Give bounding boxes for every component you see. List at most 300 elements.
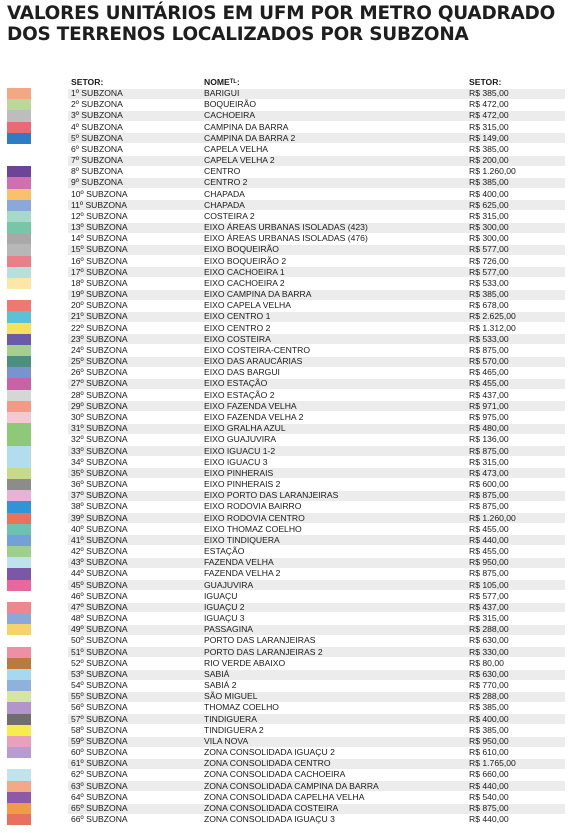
table-row <box>0 814 572 825</box>
table-row <box>0 300 572 311</box>
valor-cell: R$ 678,00 <box>469 300 509 311</box>
table-row <box>0 714 572 725</box>
table-row <box>0 758 572 769</box>
nome-cell: EIXO TINDIQUERA <box>204 534 280 545</box>
nome-cell: IGUAÇU 2 <box>204 601 245 612</box>
valor-cell: R$ 971,00 <box>469 400 509 411</box>
nome-cell: CENTRO <box>204 166 241 177</box>
setor-cell: 63º SUBZONA <box>71 780 128 791</box>
color-swatch <box>7 613 31 624</box>
valor-cell: R$ 385,00 <box>469 177 509 188</box>
table-row <box>0 233 572 244</box>
color-swatch <box>7 434 31 445</box>
table-row <box>0 278 572 289</box>
color-swatch <box>7 747 31 758</box>
valor-cell: R$ 875,00 <box>469 344 509 355</box>
table-row <box>0 122 572 133</box>
color-swatch <box>7 334 31 345</box>
setor-cell: 9º SUBZONA <box>71 177 123 188</box>
table-row <box>0 423 572 434</box>
valor-cell: R$ 660,00 <box>469 769 509 780</box>
table-row <box>0 803 572 814</box>
page-title <box>7 3 567 45</box>
color-swatch <box>7 356 31 367</box>
valor-cell: R$ 315,00 <box>469 456 509 467</box>
nome-cell: ZONA CONSOLIDADA CAPELHA VELHA <box>204 791 365 802</box>
valor-cell: R$ 577,00 <box>469 266 509 277</box>
table-row <box>0 446 572 457</box>
setor-cell: 66º SUBZONA <box>71 814 128 825</box>
color-swatch <box>7 758 31 769</box>
color-swatch <box>7 490 31 501</box>
setor-cell: 65º SUBZONA <box>71 803 128 813</box>
setor-cell: 57º SUBZONA <box>71 713 128 724</box>
setor-cell: 28º SUBZONA <box>71 389 128 400</box>
setor-cell: 42º SUBZONA <box>71 546 128 557</box>
setor-cell: 27º SUBZONA <box>71 378 128 389</box>
table-row <box>0 267 572 278</box>
nome-cell: TINDIGUERA <box>204 713 257 724</box>
color-swatch <box>7 591 31 602</box>
table-row <box>0 390 572 401</box>
setor-cell: 14º SUBZONA <box>71 233 128 244</box>
color-swatch <box>7 412 31 423</box>
valor-cell: R$ 1.765,00 <box>469 758 516 769</box>
valor-cell: R$ 473,00 <box>469 467 509 478</box>
table-row <box>0 378 572 389</box>
color-swatch <box>7 658 31 669</box>
valor-cell: R$ 437,00 <box>469 601 509 612</box>
color-swatch <box>7 289 31 300</box>
valor-cell: R$ 315,00 <box>469 121 509 132</box>
setor-cell: 18º SUBZONA <box>71 277 128 288</box>
table-row <box>0 244 572 255</box>
valor-cell: R$ 455,00 <box>469 523 509 534</box>
valor-cell: R$ 577,00 <box>469 244 509 255</box>
valor-cell: R$ 2.625,00 <box>469 311 516 322</box>
table-row <box>0 133 572 144</box>
color-swatch <box>7 446 31 457</box>
color-swatch <box>7 535 31 546</box>
color-swatch <box>7 311 31 322</box>
valor-cell: R$ 455,00 <box>469 378 509 389</box>
setor-cell: 55º SUBZONA <box>71 691 128 702</box>
valor-cell: R$ 950,00 <box>469 735 509 746</box>
table-row <box>0 356 572 367</box>
valor-cell: R$ 288,00 <box>469 691 509 702</box>
valor-cell: R$ 315,00 <box>469 613 509 624</box>
table-row <box>0 647 572 658</box>
valor-cell: R$ 625,00 <box>469 199 509 210</box>
color-swatch <box>7 345 31 356</box>
setor-cell: 61º SUBZONA <box>71 758 128 769</box>
setor-cell: 34º SUBZONA <box>71 456 128 467</box>
nome-cell: EIXO CENTRO 2 <box>204 322 271 333</box>
setor-cell: 15º SUBZONA <box>71 244 128 255</box>
color-swatch <box>7 725 31 736</box>
setor-cell: 6º SUBZONA <box>71 143 123 154</box>
table-row <box>0 189 572 200</box>
nome-cell: CENTRO 2 <box>204 177 248 188</box>
setor-cell: 37º SUBZONA <box>71 490 128 501</box>
setor-cell: 62º SUBZONA <box>71 769 128 780</box>
color-swatch <box>7 267 31 278</box>
setor-cell: 29º SUBZONA <box>71 400 128 411</box>
table-row <box>0 546 572 557</box>
table-row <box>0 691 572 702</box>
nome-cell: CAPELA VELHA 2 <box>204 155 275 166</box>
table-row <box>0 468 572 479</box>
nome-cell: EIXO COSTEIRA-CENTRO <box>204 344 310 355</box>
setor-cell: 40º SUBZONA <box>71 523 128 534</box>
setor-cell: 19º SUBZONA <box>71 289 128 300</box>
color-swatch <box>7 781 31 792</box>
header-nome: NOMEᵀᴸ: <box>204 77 240 87</box>
table-row <box>0 256 572 267</box>
color-swatch <box>7 423 31 434</box>
table-row <box>0 457 572 468</box>
table-row <box>0 177 572 188</box>
table-row <box>0 155 572 166</box>
valor-cell: R$ 472,00 <box>469 99 509 110</box>
color-swatch <box>7 88 31 99</box>
valor-cell: R$ 455,00 <box>469 546 509 557</box>
table-row <box>0 725 572 736</box>
color-swatch <box>7 624 31 635</box>
table-row <box>0 401 572 412</box>
nome-cell: EIXO PINHERAIS 2 <box>204 479 281 490</box>
setor-cell: 60º SUBZONA <box>71 747 128 758</box>
valor-cell: R$ 105,00 <box>469 579 509 590</box>
table-row <box>0 434 572 445</box>
nome-cell: EIXO CACHOEIRA 2 <box>204 277 285 288</box>
nome-cell: SABIÁ 2 <box>204 680 237 691</box>
nome-cell: EIXO DAS ARAUCÁRIAS <box>204 356 303 367</box>
setor-cell: 47º SUBZONA <box>71 601 128 612</box>
color-swatch <box>7 501 31 512</box>
table-row <box>0 580 572 591</box>
setor-cell: 20º SUBZONA <box>71 300 128 311</box>
setor-cell: 54º SUBZONA <box>71 680 128 691</box>
nome-cell: ZONA CONSOLIDADA IGUAÇU 3 <box>204 814 335 825</box>
nome-cell: EIXO CAMPINA DA BARRA <box>204 289 312 300</box>
setor-cell: 64º SUBZONA <box>71 791 128 802</box>
color-swatch <box>7 680 31 691</box>
color-swatch <box>7 144 31 155</box>
title-line-2: DOS TERRENOS LOCALIZADOS POR SUBZONA <box>7 24 469 45</box>
nome-cell: BARIGUI <box>204 88 240 98</box>
nome-cell: EIXO FAZENDA VELHA <box>204 400 297 411</box>
valor-cell: R$ 440,00 <box>469 780 509 791</box>
valor-cell: R$ 600,00 <box>469 479 509 490</box>
setor-cell: 52º SUBZONA <box>71 657 128 668</box>
nome-cell: SÃO MIGUEL <box>204 691 258 702</box>
nome-cell: EIXO IGUACU 1-2 <box>204 445 276 456</box>
setor-cell: 51º SUBZONA <box>71 646 128 657</box>
valor-cell: R$ 136,00 <box>469 434 509 445</box>
color-swatch <box>7 792 31 803</box>
valor-cell: R$ 440,00 <box>469 534 509 545</box>
color-swatch <box>7 110 31 121</box>
setor-cell: 31º SUBZONA <box>71 423 128 434</box>
color-swatch <box>7 557 31 568</box>
table-row <box>0 99 572 110</box>
table-row <box>0 736 572 747</box>
setor-cell: 44º SUBZONA <box>71 568 128 579</box>
color-swatch <box>7 222 31 233</box>
valor-cell: R$ 875,00 <box>469 803 509 813</box>
subzone-table <box>0 88 572 825</box>
table-row <box>0 781 572 792</box>
setor-cell: 48º SUBZONA <box>71 613 128 624</box>
setor-cell: 49º SUBZONA <box>71 624 128 635</box>
color-swatch <box>7 457 31 468</box>
valor-cell: R$ 330,00 <box>469 646 509 657</box>
table-row <box>0 479 572 490</box>
nome-cell: EIXO RODOVIA CENTRO <box>204 512 305 523</box>
valor-cell: R$ 440,00 <box>469 814 509 825</box>
nome-cell: EIXO BOQUEIRÃO 2 <box>204 255 287 266</box>
setor-cell: 38º SUBZONA <box>71 501 128 512</box>
table-row <box>0 311 572 322</box>
header-valor: SETOR: <box>469 77 502 87</box>
table-row <box>0 602 572 613</box>
table-row <box>0 669 572 680</box>
color-swatch <box>7 513 31 524</box>
color-swatch <box>7 323 31 334</box>
nome-cell: EIXO ÁREAS URBANAS ISOLADAS (423) <box>204 222 368 233</box>
nome-cell: EIXO GRALHA AZUL <box>204 423 286 434</box>
color-swatch <box>7 669 31 680</box>
color-swatch <box>7 568 31 579</box>
valor-cell: R$ 1.260,00 <box>469 512 516 523</box>
color-swatch <box>7 580 31 591</box>
valor-cell: R$ 149,00 <box>469 132 509 143</box>
color-swatch <box>7 647 31 658</box>
nome-cell: EIXO CAPELA VELHA <box>204 300 291 311</box>
table-row <box>0 658 572 669</box>
nome-cell: EIXO ÁREAS URBANAS ISOLADAS (476) <box>204 233 368 244</box>
color-swatch <box>7 200 31 211</box>
color-swatch <box>7 189 31 200</box>
nome-cell: FAZENDA VELHA 2 <box>204 568 281 579</box>
setor-cell: 41º SUBZONA <box>71 534 128 545</box>
valor-cell: R$ 385,00 <box>469 88 509 98</box>
table-row <box>0 412 572 423</box>
color-swatch <box>7 233 31 244</box>
table-row <box>0 624 572 635</box>
valor-cell: R$ 950,00 <box>469 557 509 568</box>
table-row <box>0 110 572 121</box>
color-swatch <box>7 211 31 222</box>
valor-cell: R$ 630,00 <box>469 668 509 679</box>
color-swatch <box>7 244 31 255</box>
valor-cell: R$ 300,00 <box>469 222 509 233</box>
valor-cell: R$ 385,00 <box>469 724 509 735</box>
setor-cell: 4º SUBZONA <box>71 121 123 132</box>
nome-cell: ZONA CONSOLIDADA CAMPINA DA BARRA <box>204 780 379 791</box>
table-row <box>0 501 572 512</box>
setor-cell: 11º SUBZONA <box>71 199 127 210</box>
nome-cell: EIXO GUAJUVIRA <box>204 434 277 445</box>
nome-cell: CAMPINA DA BARRA 2 <box>204 132 296 143</box>
setor-cell: 59º SUBZONA <box>71 735 128 746</box>
color-swatch <box>7 278 31 289</box>
nome-cell: EIXO THOMAZ COELHO <box>204 523 302 534</box>
setor-cell: 21º SUBZONA <box>71 311 128 322</box>
nome-cell: GUAJUVIRA <box>204 579 254 590</box>
nome-cell: SABIÁ <box>204 668 230 679</box>
valor-cell: R$ 465,00 <box>469 367 509 378</box>
setor-cell: 56º SUBZONA <box>71 702 128 713</box>
color-swatch <box>7 378 31 389</box>
table-row <box>0 535 572 546</box>
nome-cell: PORTO DAS LARANJEIRAS <box>204 635 316 646</box>
table-row <box>0 222 572 233</box>
valor-cell: R$ 472,00 <box>469 110 509 121</box>
color-swatch <box>7 401 31 412</box>
color-swatch <box>7 256 31 267</box>
table-row <box>0 323 572 334</box>
valor-cell: R$ 875,00 <box>469 501 509 512</box>
nome-cell: EIXO FAZENDA VELHA 2 <box>204 411 304 422</box>
nome-cell: EIXO RODOVIA BAIRRO <box>204 501 302 512</box>
color-swatch <box>7 155 31 166</box>
color-swatch <box>7 177 31 188</box>
table-row <box>0 513 572 524</box>
valor-cell: R$ 385,00 <box>469 143 509 154</box>
setor-cell: 26º SUBZONA <box>71 367 128 378</box>
setor-cell: 35º SUBZONA <box>71 467 128 478</box>
valor-cell: R$ 726,00 <box>469 255 509 266</box>
table-row <box>0 211 572 222</box>
nome-cell: COSTEIRA 2 <box>204 210 255 221</box>
setor-cell: 43º SUBZONA <box>71 557 128 568</box>
setor-cell: 17º SUBZONA <box>71 266 128 277</box>
table-row <box>0 524 572 535</box>
setor-cell: 2º SUBZONA <box>71 99 123 110</box>
setor-cell: 10º SUBZONA <box>71 188 128 199</box>
table-row <box>0 591 572 602</box>
nome-cell: CACHOEIRA <box>204 110 256 121</box>
nome-cell: IGUAÇU <box>204 590 238 601</box>
table-header <box>0 77 572 88</box>
nome-cell: CAMPINA DA BARRA <box>204 121 289 132</box>
color-swatch <box>7 714 31 725</box>
nome-cell: CAPELA VELHA <box>204 143 269 154</box>
setor-cell: 7º SUBZONA <box>71 155 123 166</box>
setor-cell: 25º SUBZONA <box>71 356 128 367</box>
color-swatch <box>7 814 31 825</box>
valor-cell: R$ 480,00 <box>469 423 509 434</box>
setor-cell: 53º SUBZONA <box>71 668 128 679</box>
setor-cell: 32º SUBZONA <box>71 434 128 445</box>
valor-cell: R$ 577,00 <box>469 590 509 601</box>
nome-cell: EIXO COSTEIRA <box>204 333 271 344</box>
nome-cell: THOMAZ COELHO <box>204 702 279 713</box>
valor-cell: R$ 1.312,00 <box>469 322 516 333</box>
table-row <box>0 702 572 713</box>
table-row <box>0 289 572 300</box>
setor-cell: 5º SUBZONA <box>71 132 123 143</box>
table-row <box>0 490 572 501</box>
valor-cell: R$ 1.260,00 <box>469 166 516 177</box>
nome-cell: PORTO DAS LARANJEIRAS 2 <box>204 646 323 657</box>
nome-cell: CHAPADA <box>204 199 245 210</box>
setor-cell: 36º SUBZONA <box>71 479 128 490</box>
title-line-1: VALORES UNITÁRIOS EM UFM POR METRO QUADRADO <box>7 3 556 24</box>
valor-cell: R$ 875,00 <box>469 568 509 579</box>
setor-cell: 50º SUBZONA <box>71 635 128 646</box>
color-swatch <box>7 602 31 613</box>
nome-cell: EIXO IGUACU 3 <box>204 456 268 467</box>
color-swatch <box>7 367 31 378</box>
valor-cell: R$ 630,00 <box>469 635 509 646</box>
nome-cell: PASSAGINA <box>204 624 254 635</box>
table-row <box>0 568 572 579</box>
table-row <box>0 345 572 356</box>
valor-cell: R$ 770,00 <box>469 680 509 691</box>
color-swatch <box>7 390 31 401</box>
valor-cell: R$ 80,00 <box>469 657 504 668</box>
setor-cell: 33º SUBZONA <box>71 445 128 456</box>
color-swatch <box>7 300 31 311</box>
color-swatch <box>7 702 31 713</box>
color-swatch <box>7 468 31 479</box>
setor-cell: 39º SUBZONA <box>71 512 128 523</box>
valor-cell: R$ 400,00 <box>469 188 509 199</box>
valor-cell: R$ 385,00 <box>469 702 509 713</box>
nome-cell: ZONA CONSOLIDADA COSTEIRA <box>204 803 339 813</box>
table-row <box>0 334 572 345</box>
valor-cell: R$ 875,00 <box>469 445 509 456</box>
valor-cell: R$ 610,00 <box>469 747 509 758</box>
valor-cell: R$ 975,00 <box>469 411 509 422</box>
table-row <box>0 792 572 803</box>
color-swatch <box>7 166 31 177</box>
nome-cell: BOQUEIRÃO <box>204 99 257 110</box>
nome-cell: EIXO CENTRO 1 <box>204 311 271 322</box>
nome-cell: EIXO ESTAÇÃO <box>204 378 268 389</box>
color-swatch <box>7 635 31 646</box>
table-row <box>0 613 572 624</box>
nome-cell: EIXO PORTO DAS LARANJEIRAS <box>204 490 339 501</box>
valor-cell: R$ 437,00 <box>469 389 509 400</box>
nome-cell: EIXO PINHERAIS <box>204 467 274 478</box>
setor-cell: 16º SUBZONA <box>71 255 128 266</box>
nome-cell: EIXO DAS BARGUI <box>204 367 280 378</box>
valor-cell: R$ 300,00 <box>469 233 509 244</box>
color-swatch <box>7 122 31 133</box>
setor-cell: 3º SUBZONA <box>71 110 123 121</box>
setor-cell: 24º SUBZONA <box>71 344 128 355</box>
setor-cell: 22º SUBZONA <box>71 322 128 333</box>
nome-cell: TINDIGUERA 2 <box>204 724 264 735</box>
color-swatch <box>7 546 31 557</box>
valor-cell: R$ 875,00 <box>469 490 509 501</box>
valor-cell: R$ 385,00 <box>469 289 509 300</box>
table-row <box>0 635 572 646</box>
table-row <box>0 166 572 177</box>
table-row <box>0 769 572 780</box>
table-row <box>0 88 572 99</box>
nome-cell: IGUAÇU 3 <box>204 613 245 624</box>
color-swatch <box>7 803 31 814</box>
valor-cell: R$ 400,00 <box>469 713 509 724</box>
color-swatch <box>7 769 31 780</box>
setor-cell: 30º SUBZONA <box>71 411 128 422</box>
color-swatch <box>7 524 31 535</box>
